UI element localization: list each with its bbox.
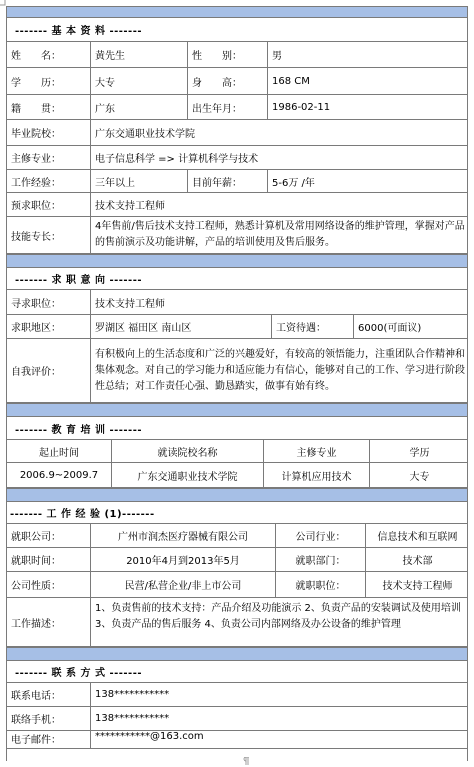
table-row <box>7 524 467 548</box>
table-header-row <box>7 440 467 463</box>
job-salary-value: 6000(可面议) <box>353 315 469 338</box>
contact-phone-label: 联系电话： <box>11 691 61 702</box>
work-industry-value: 信息技术和互联网 <box>365 524 469 547</box>
experience-value: 三年以上 <box>90 170 187 192</box>
name-label: 姓 名： <box>11 51 61 62</box>
table-row <box>7 146 467 170</box>
edu-header-school: 就读院校名称 <box>111 440 263 462</box>
table-row <box>7 572 467 598</box>
gender-label: 性 别： <box>187 42 267 67</box>
experience-label: 工作经验： <box>11 177 61 189</box>
school-label: 毕业院校： <box>11 129 61 140</box>
work-role-value: 技术支持工程师 <box>365 572 469 597</box>
self-eval-value: 有积极向上的生活态度和广泛的兴趣爱好，有较高的领悟能力，注重团队合作精神和集体观念。对自己的学习能力和适应能力有信心，能够对自己的工作、学习进行阶段性总结；对工作责任心强、勤恳踏实，做事有始有终。 <box>90 339 469 402</box>
work-dept-label: 就职部门： <box>275 548 365 571</box>
table-row <box>7 120 467 146</box>
section-title-basic: ------- 基 本 资 料 ------- <box>7 18 467 42</box>
height-label: 身 高： <box>187 68 267 94</box>
education-value: 大专 <box>90 68 187 94</box>
work-period-value: 2010年4月到2013年5月 <box>90 548 275 571</box>
school-value: 广东交通职业技术学院 <box>90 120 469 145</box>
job-area-value: 罗湖区 福田区 南山区 <box>90 315 271 338</box>
self-eval-label: 自我评价： <box>11 367 61 378</box>
section-bar <box>7 254 467 268</box>
birth-value: 1986-02-11 <box>267 95 469 119</box>
section-title-contact: ------- 联 系 方 式 ------- <box>7 661 467 683</box>
origin-value: 广东 <box>90 95 187 119</box>
section-bar <box>7 647 467 661</box>
position-label: 预求职位： <box>11 201 61 212</box>
work-role-label: 就职职位： <box>275 572 365 597</box>
gender-value: 男 <box>267 42 469 67</box>
table-row <box>7 68 467 95</box>
table-row <box>7 193 467 217</box>
table-row <box>7 463 467 488</box>
height-value: 168 CM <box>267 68 469 94</box>
section-bar <box>7 6 467 18</box>
major-value: 电子信息科学 => 计算机科学与技术 <box>90 146 469 169</box>
skills-value: 4年售前/售后技术支持工程师，熟悉计算机及常用网络设备的维护管理，掌握对产品的售前演示及功能讲解，产品的培训使用及售后服务。 <box>90 217 469 253</box>
job-salary-label: 工资待遇： <box>271 315 353 338</box>
table-row <box>7 548 467 572</box>
section-bar <box>7 488 467 502</box>
education-label: 学 历： <box>11 77 61 89</box>
table-row <box>7 598 467 647</box>
table-row <box>7 707 467 731</box>
resume-document <box>6 6 468 761</box>
work-period-label: 就职时间： <box>11 556 61 567</box>
edu-degree: 大专 <box>369 463 469 487</box>
paragraph-mark-icon <box>243 757 249 765</box>
table-row <box>7 170 467 193</box>
edu-header-degree: 学历 <box>369 440 469 462</box>
edu-school: 广东交通职业技术学院 <box>111 463 263 487</box>
major-label: 主修专业： <box>11 154 61 165</box>
table-row <box>7 683 467 707</box>
edu-major: 计算机应用技术 <box>263 463 369 487</box>
contact-mobile-value: 138*********** <box>90 707 469 730</box>
salary-label: 目前年薪： <box>187 170 267 192</box>
skills-label: 技能专长： <box>11 231 61 243</box>
salary-value: 5-6万 /年 <box>267 170 469 192</box>
contact-email-value[interactable]: ***********@163.com <box>90 731 469 748</box>
section-bar <box>7 403 467 417</box>
section-title-edu: ------- 教 育 培 训 ------- <box>7 417 467 440</box>
table-row <box>7 731 467 749</box>
job-position-label: 寻求职位： <box>11 298 61 310</box>
table-row <box>7 95 467 120</box>
contact-mobile-label: 联络手机： <box>11 715 61 726</box>
section-title-work: ------- 工 作 经 验 (1)------- <box>7 502 467 524</box>
name-value: 黄先生 <box>90 42 187 67</box>
table-row <box>7 339 467 403</box>
job-position-value: 技术支持工程师 <box>90 290 469 314</box>
table-row <box>7 290 467 315</box>
work-company-value: 广州市润杰医疗器械有限公司 <box>90 524 275 547</box>
table-row <box>7 42 467 68</box>
work-company-label: 就职公司： <box>11 532 61 543</box>
work-nature-label: 公司性质： <box>11 581 61 592</box>
position-value: 技术支持工程师 <box>90 193 469 216</box>
birth-label: 出生年月： <box>187 95 267 119</box>
table-row <box>7 217 467 254</box>
contact-phone-value: 138*********** <box>90 683 469 706</box>
work-industry-label: 公司行业： <box>275 524 365 547</box>
work-desc-value: 1、负责售前的技术支持：产品介绍及功能演示 2、负责产品的安装调试及使用培训 3、负责产品的售后服务 4、负责公司内部网络及办公设备的维护管理 <box>90 598 469 646</box>
work-dept-value: 技术部 <box>365 548 469 571</box>
origin-label: 籍 贯： <box>11 103 61 115</box>
edu-header-major: 主修专业 <box>263 440 369 462</box>
job-area-label: 求职地区： <box>11 323 61 334</box>
edu-period: 2006.9~2009.7 <box>19 469 99 481</box>
edu-header-period: 起止时间 <box>39 447 79 459</box>
contact-email-label: 电子邮件： <box>11 735 61 746</box>
table-row <box>7 315 467 339</box>
work-desc-label: 工作描述： <box>11 618 61 630</box>
work-nature-value: 民营/私营企业/非上市公司 <box>90 572 275 597</box>
section-title-job: ------- 求 职 意 向 ------- <box>7 268 467 290</box>
